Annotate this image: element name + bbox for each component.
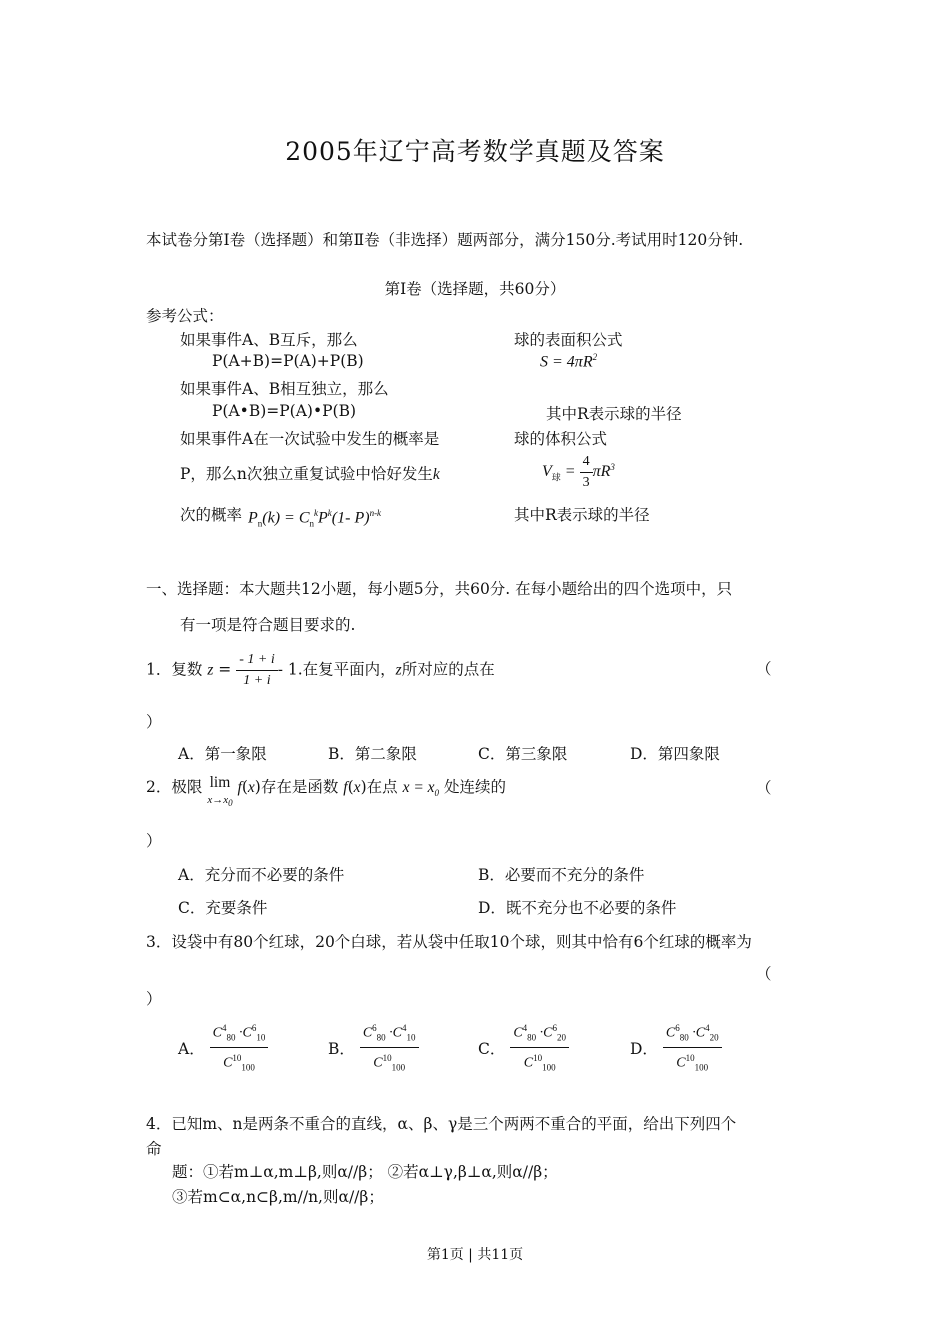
formula-left-2: P(A+B)=P(A)+P(B) bbox=[212, 352, 364, 370]
formula-left-3: 如果事件A、B相互独立，那么 bbox=[180, 380, 389, 398]
question-1: 1．复数 z = $\frac{- 1 + i}{1 + i}$ - 1.在复平面内，z所对应的点在 bbox=[146, 652, 495, 688]
page-footer: 第1页 | 共11页 bbox=[426, 1247, 524, 1263]
q2-paren-close: ） bbox=[146, 832, 162, 850]
formula-left-6: P，那么n次独立重复试验中恰好发生k bbox=[180, 465, 440, 483]
q2-option-a: A．充分而不必要的条件 bbox=[178, 866, 345, 884]
formula-right-6: 其中R表示球的半径 bbox=[514, 506, 650, 524]
question-2: 2．极限 lim $x\to x_0$ f(x)存在是函数 f(x)在点 $x = x_0$ 处连续的 bbox=[146, 774, 506, 809]
formula-right-1: 球的表面积公式 bbox=[514, 331, 623, 349]
sphere-volume-formula: $V_球$ = $\frac{4}{3}$ $\pi R^3$ bbox=[542, 454, 615, 490]
q1-option-c: C．第三象限 bbox=[478, 745, 568, 763]
question-4-line2: 题：①若m⊥α,m⊥β,则α//β； ②若α⊥γ,β⊥α,则α//β； bbox=[172, 1163, 558, 1181]
formula-right-4: 球的体积公式 bbox=[514, 430, 608, 448]
q1-option-b: B．第二象限 bbox=[328, 745, 417, 763]
section1-line2: 有一项是符合题目要求的. bbox=[180, 616, 356, 634]
q2-option-d: D．既不充分也不必要的条件 bbox=[478, 899, 677, 917]
q1-option-d: D．第四象限 bbox=[630, 745, 720, 763]
binomial-formula: $P_n(k) = C_n^kP^k(1-$ P)$^{n-k}$ bbox=[248, 508, 382, 529]
q3-option-a: A． $\frac{C^4_{80} \cdot C^6_{10}}{C^{10}_{100}}$ bbox=[178, 1018, 268, 1078]
section1-line1: 一、选择题：本大题共12小题，每小题5分，共60分. 在每小题给出的四个选项中，只 bbox=[146, 580, 733, 598]
q3-paren-open: （ bbox=[756, 965, 772, 983]
formula-left-1: 如果事件A、B互斥，那么 bbox=[180, 331, 358, 349]
part1-heading: 第Ⅰ卷（选择题，共60分） bbox=[384, 280, 566, 298]
question-4-line1b: 命 bbox=[146, 1140, 162, 1158]
q3-option-d: D． $\frac{C^6_{80} \cdot C^4_{20}}{C^{10}_{100}}$ bbox=[630, 1018, 722, 1078]
q2-paren-open: （ bbox=[756, 779, 772, 797]
formula-right-3: 其中R表示球的半径 bbox=[546, 405, 682, 423]
q1-paren-close: ） bbox=[146, 713, 162, 731]
intro-text: 本试卷分第Ⅰ卷（选择题）和第Ⅱ卷（非选择）题两部分，满分150分.考试用时120分钟. bbox=[146, 231, 744, 249]
formula-left-7: 次的概率 bbox=[180, 506, 243, 524]
q2-option-c: C．充要条件 bbox=[178, 899, 268, 917]
page-title: 2005年辽宁高考数学真题及答案 bbox=[285, 137, 665, 166]
formula-left-5: 如果事件A在一次试验中发生的概率是 bbox=[180, 430, 440, 448]
formulas-heading: 参考公式： bbox=[146, 307, 224, 325]
q3-option-b: B． $\frac{C^6_{80} \cdot C^4_{10}}{C^{10}_{100}}$ bbox=[328, 1018, 419, 1078]
q1-paren-open: （ bbox=[756, 660, 772, 678]
question-3: 3．设袋中有80个红球，20个白球，若从袋中任取10个球，则其中恰有6个红球的概率为 bbox=[146, 933, 752, 951]
formula-left-4: P(A•B)=P(A)•P(B) bbox=[212, 402, 357, 420]
q1-option-a: A．第一象限 bbox=[178, 745, 267, 763]
q3-paren-close: ） bbox=[146, 990, 162, 1008]
question-4-line1: 4．已知m、n是两条不重合的直线，α、β、γ是三个两两不重合的平面，给出下列四个 bbox=[146, 1115, 737, 1133]
q2-option-b: B．必要而不充分的条件 bbox=[478, 866, 645, 884]
sphere-area-formula: $S = 4\pi R^2$ bbox=[540, 352, 598, 371]
question-4-line3: ③若m⊂α,n⊂β,m//n,则α//β； bbox=[172, 1188, 384, 1206]
q3-option-c: C． $\frac{C^4_{80} \cdot C^6_{20}}{C^{10}_{100}}$ bbox=[478, 1018, 569, 1078]
